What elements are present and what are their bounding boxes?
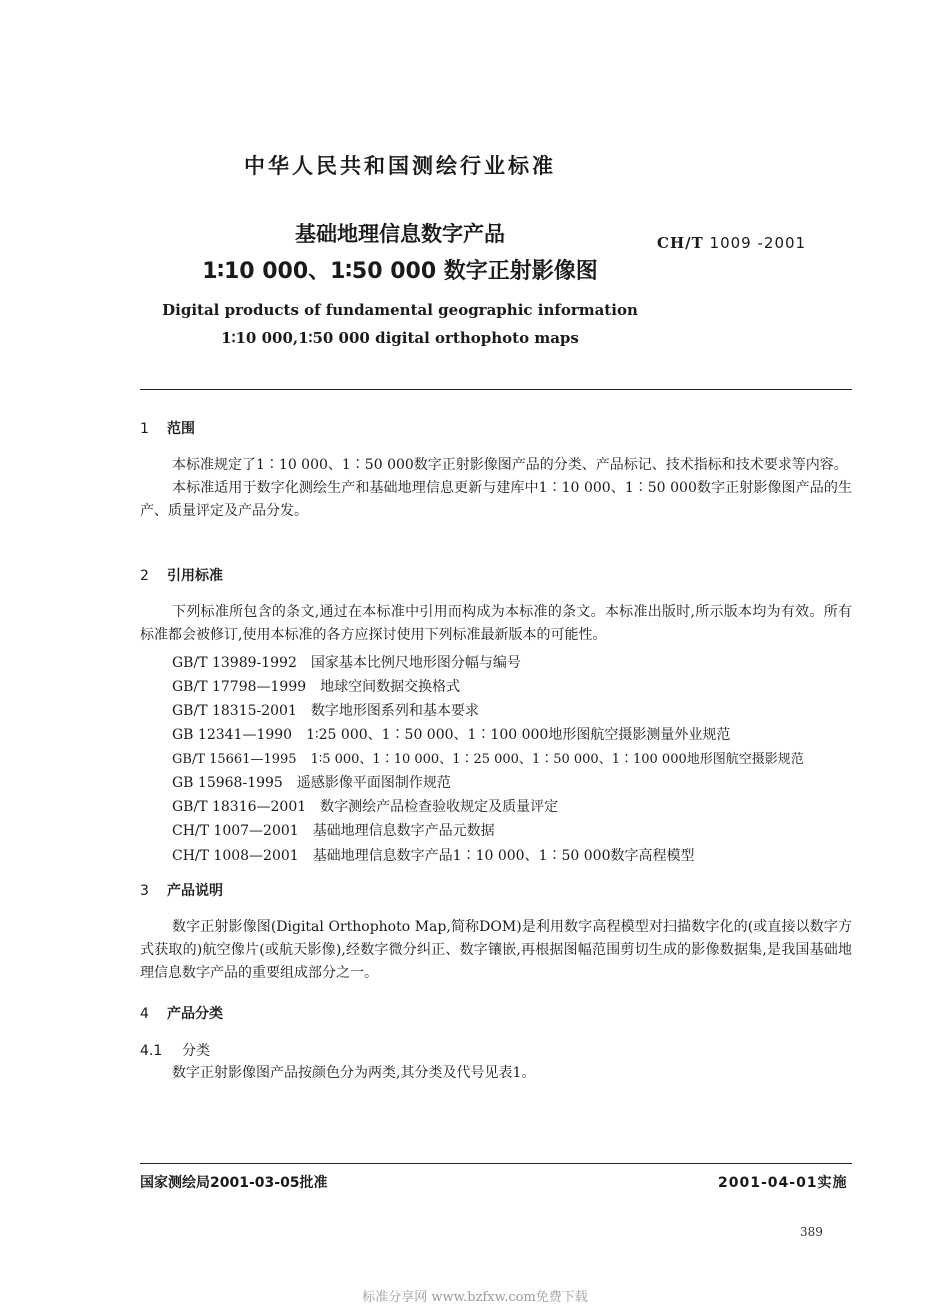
section-2-body <box>140 601 852 647</box>
reference-item <box>172 724 730 744</box>
section-3-body <box>140 916 852 985</box>
reference-item <box>172 820 495 840</box>
standard-code-prefix: CH/T <box>657 234 704 252</box>
reference-title: 数字测绘产品检查验收规定及质量评定 <box>320 799 559 815</box>
paragraph: 下列标准所包含的条文,通过在本标准中引用而构成为本标准的条文。本标准出版时,所示版本均为有效。所有标准都会被修订,使用本标准的各方应探讨使用下列标准最新版本的可能性。 <box>140 604 852 643</box>
reference-item <box>172 652 521 672</box>
subsection-title: 分类 <box>182 1043 210 1059</box>
reference-item <box>172 676 460 696</box>
reference-item <box>172 748 804 767</box>
header-divider <box>140 389 852 390</box>
subsection-number: 4.1 <box>140 1043 163 1059</box>
org-standard-heading: 中华人民共和国测绘行业标准 <box>244 154 556 178</box>
section-title: 范围 <box>167 421 195 437</box>
section-3-heading <box>140 880 223 900</box>
standard-code-number: 1009 -2001 <box>709 234 807 252</box>
page-number: 389 <box>800 1225 823 1239</box>
title-cn-line1: 基础地理信息数字产品 <box>295 222 505 246</box>
reference-title: 地球空间数据交换格式 <box>320 679 461 695</box>
reference-title: 基础地理信息数字产品1∶10 000、1∶50 000数字高程模型 <box>312 848 695 864</box>
title-en-line2: 1∶10 000,1∶50 000 digital orthophoto maps <box>221 329 579 347</box>
section-title: 产品分类 <box>167 1006 223 1022</box>
section-number: 1 <box>140 421 149 437</box>
section-number: 2 <box>140 568 149 584</box>
reference-title: 国家基本比例尺地形图分幅与编号 <box>310 655 521 671</box>
subsection-4-1-heading <box>140 1040 210 1060</box>
paragraph: 本标准规定了1∶10 000、1∶50 000数字正射影像图产品的分类、产品标记、技术指标和技术要求等内容。 <box>172 457 848 473</box>
paragraph: 数字正射影像图产品按颜色分为两类,其分类及代号见表1。 <box>172 1065 536 1081</box>
section-title: 引用标准 <box>167 568 223 584</box>
section-1-heading <box>140 418 195 438</box>
paragraph: 数字正射影像图(Digital Orthophoto Map,简称DOM)是利用数字高程模型对扫描数字化的(或直接以数字方式获取的)航空像片(或航天影像),经数字微分纠正、数字镶嵌,再根据图幅范围剪切生成的影像数据集,是我国基础地理信息数字产品的重要组成部分之一。 <box>140 919 852 981</box>
section-number: 3 <box>140 883 149 899</box>
reference-code: GB/T 13989-1992 <box>172 655 297 671</box>
footer-divider <box>140 1163 852 1164</box>
reference-code: GB/T 15661—1995 <box>172 752 297 767</box>
subsection-4-1-body <box>140 1062 852 1085</box>
implementation-date: 2001-04-01实施 <box>718 1175 848 1191</box>
reference-code: GB/T 18316—2001 <box>172 799 307 815</box>
approval-date: 国家测绘局2001-03-05批准 <box>140 1175 328 1191</box>
reference-item <box>172 772 451 792</box>
section-number: 4 <box>140 1006 149 1022</box>
reference-title: 遥感影像平面图制作规范 <box>296 775 451 791</box>
reference-code: GB/T 17798—1999 <box>172 679 307 695</box>
reference-code: CH/T 1008—2001 <box>172 848 299 864</box>
reference-title: 数字地形图系列和基本要求 <box>310 703 479 719</box>
reference-title: 1∶25 000、1∶50 000、1∶100 000地形图航空摄影测量外业规范 <box>306 727 731 743</box>
section-1-body <box>140 454 852 523</box>
reference-code: GB/T 18315-2001 <box>172 703 297 719</box>
section-title: 产品说明 <box>167 883 223 899</box>
standard-code <box>657 234 806 252</box>
reference-title: 基础地理信息数字产品元数据 <box>312 823 495 839</box>
title-cn-line2: 1∶10 000、1∶50 000 数字正射影像图 <box>202 259 598 284</box>
section-4-heading <box>140 1003 223 1023</box>
reference-code: GB 15968-1995 <box>172 775 283 791</box>
reference-code: CH/T 1007—2001 <box>172 823 299 839</box>
title-en-line1: Digital products of fundamental geographic information <box>162 301 638 319</box>
reference-item <box>172 796 558 816</box>
section-2-heading <box>140 565 223 585</box>
reference-item <box>172 700 479 720</box>
watermark: 标准分享网 www.bzfxw.com免费下载 <box>362 1290 588 1305</box>
reference-item <box>172 845 694 865</box>
reference-title: 1∶5 000、1∶10 000、1∶25 000、1∶50 000、1∶100 000地形图航空摄影规范 <box>310 752 804 767</box>
paragraph: 本标准适用于数字化测绘生产和基础地理信息更新与建库中1∶10 000、1∶50 000数字正射影像图产品的生产、质量评定及产品分发。 <box>140 480 852 519</box>
reference-code: GB 12341—1990 <box>172 727 293 743</box>
